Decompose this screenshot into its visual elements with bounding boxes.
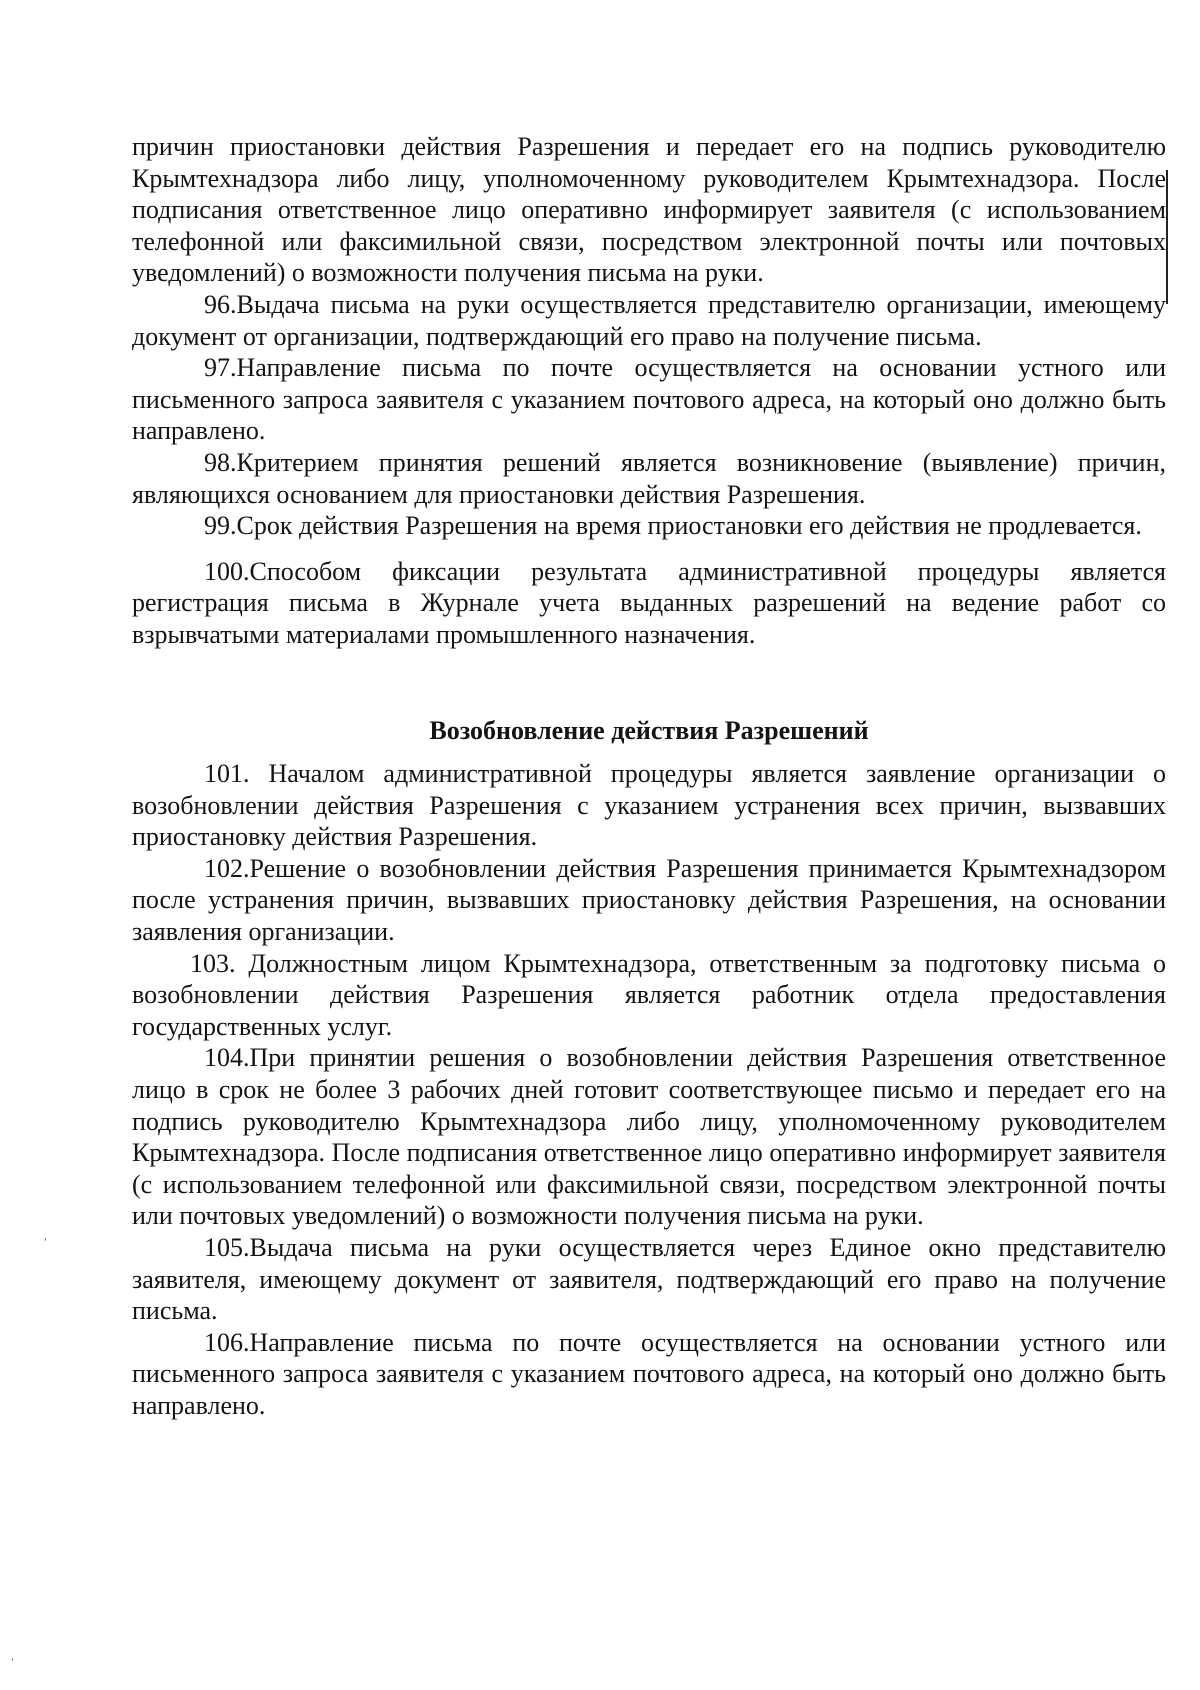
paragraph-100: 100.Способом фиксации результата административной процедуры является регистрация письма в Журнале учета выданных разрешений на ведение работ со взрывчатыми материалами промышленного назначения. [132,556,1166,649]
paragraph-103: 103. Должностным лицом Крымтехнадзора, ответственным за подготовку письма о возобновлении действия Разрешения является работник отдела предоставления государственных услуг. [132,948,1166,1041]
paragraph-99: 99.Срок действия Разрешения на время приостановки его действия не продлевается. [204,511,1142,541]
paragraph-102: 102.Решение о возобновлении действия Разрешения принимается Крымтехнадзором после устранения причин, вызвавших приостановку действия Разрешения, на основании заявления организации. [132,853,1166,947]
paragraph-96: 96.Выдача письма на руки осуществляется представителю организации, имеющему документ от организации, подтверждающий его право на получение письма. [132,289,1166,351]
paragraph-101: 101. Началом административной процедуры является заявление организации о возобновлении действия Разрешения с указанием устранения всех причин, вызвавших приостановку действия Разрешения. [132,759,1166,852]
paragraph-106: 106.Направление письма по почте осуществляется на основании устного или письменного запроса заявителя с указанием почтового адреса, на который оно должно быть направлено. [132,1327,1166,1420]
scan-speck-mark: ˈ [43,1237,48,1252]
paragraph-97: 97.Направление письма по почте осуществляется на основании устного или письменного запроса заявителя с указанием почтового адреса, на который оно должно быть направлено. [132,353,1166,446]
paragraph-98: 98.Критерием принятия решений является возникновение (выявление) причин, являющихся основанием для приостановки действия Разрешения. [132,447,1166,509]
paragraph-continuation: причин приостановки действия Разрешения и передает его на подпись руководителю Крымтехнадзора либо лицу, уполномоченному руководителем Крымтехнадзора. После подписания ответственное лицо оперативно информирует заявителя (с использованием телефонной или факсимильной связи, посредством электронной почты или почтовых уведомлений) о возможности получения письма на руки. [132,132,1166,288]
scan-speck-mark: ˈ [10,1657,15,1672]
paragraph-104: 104.При принятии решения о возобновлении действия Разрешения ответственное лицо в срок не более 3 рабочих дней готовит соответствующее письмо и передает его на подпись руководителю Крымтехнадзора либо лицу, уполномоченному руководителем Крымтехнадзора. После подписания ответственное лицо оперативно информирует заявителя (с использованием телефонной или факсимильной связи, посредством электронной почты или почтовых уведомлений) о возможности получения письма на руки. [132,1043,1166,1231]
section-heading: Возобновление действия Разрешений [429,715,869,745]
document-page [132,131,1166,1422]
revision-margin-line [1166,170,1168,304]
paragraph-105: 105.Выдача письма на руки осуществляется через Единое окно представителю заявителя, имеющему документ от заявителя, подтверждающий его право на получение письма. [132,1233,1166,1326]
